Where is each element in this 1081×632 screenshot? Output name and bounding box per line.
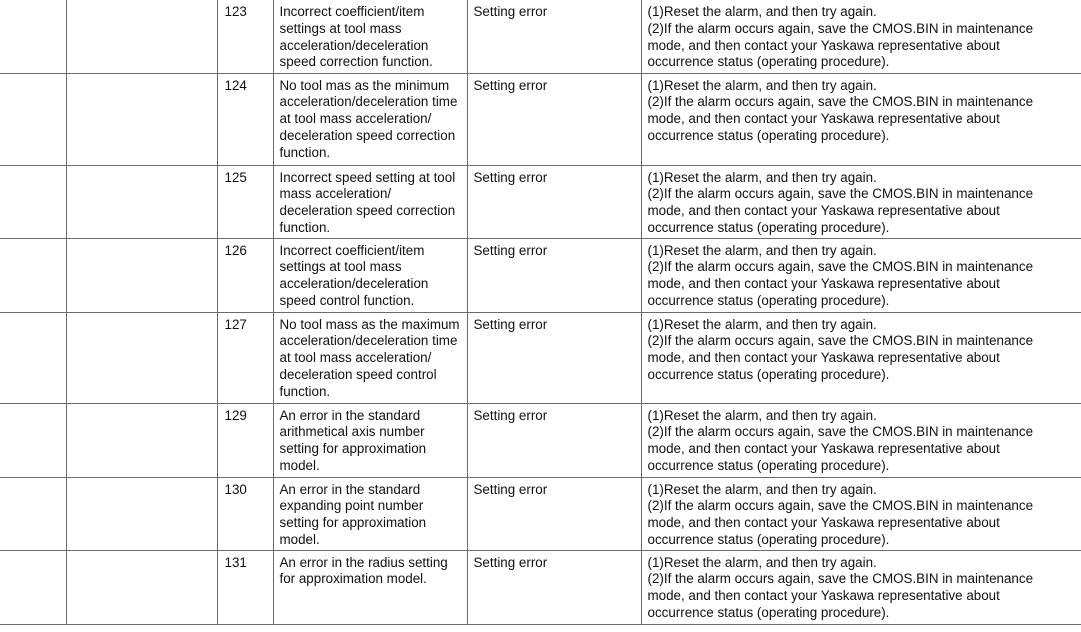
remedy-line: (2)If the alarm occurs again, save the CMOS.BIN in maintenance	[647, 498, 1034, 514]
blank-cell	[0, 73, 66, 165]
alarm-row	[0, 0, 1081, 73]
remedy-line: (1)Reset the alarm, and then try again.	[647, 554, 877, 570]
blank-cell	[66, 0, 217, 73]
alarm-description-cell: An error in the standard expanding point number setting for approximation model.	[273, 477, 467, 550]
alarm-row	[0, 403, 1081, 477]
remedy-line: occurrence status (operating procedure).	[647, 457, 890, 473]
alarm-description-cell: Incorrect speed setting at tool mass acceleration/ deceleration speed correction function.	[273, 165, 467, 238]
blank-cell	[66, 550, 217, 624]
alarm-row	[0, 165, 1081, 238]
alarm-code-cell: 131	[217, 550, 273, 624]
remedy-line: occurrence status (operating procedure).	[647, 604, 890, 620]
alarm-type-cell: Setting error	[467, 73, 641, 165]
blank-cell	[0, 477, 66, 550]
alarm-row	[0, 312, 1081, 403]
remedy-line: (2)If the alarm occurs again, save the CMOS.BIN in maintenance	[647, 94, 1034, 110]
alarm-code-cell: 124	[217, 73, 273, 165]
alarm-type-cell: Setting error	[467, 403, 641, 477]
remedy-line: occurrence status (operating procedure).	[647, 54, 890, 70]
remedy-line: mode, and then contact your Yaskawa representative about	[647, 441, 1000, 457]
alarm-description-cell: No tool mass as the maximum acceleration/deceleration time at tool mass acceleration/ deceleration speed control function.	[273, 312, 467, 403]
remedy-line: (2)If the alarm occurs again, save the CMOS.BIN in maintenance	[647, 259, 1034, 275]
blank-cell	[66, 238, 217, 312]
remedy-line: mode, and then contact your Yaskawa representative about	[647, 37, 1000, 53]
remedy-line: (2)If the alarm occurs again, save the CMOS.BIN in maintenance	[647, 20, 1034, 36]
alarm-description-cell: Incorrect coefficient/item settings at tool mass acceleration/deceleration speed control function.	[273, 238, 467, 312]
alarm-type-cell: Setting error	[467, 312, 641, 403]
blank-cell	[66, 312, 217, 403]
remedy-line: occurrence status (operating procedure).	[647, 127, 890, 143]
remedy-line: occurrence status (operating procedure).	[647, 366, 890, 382]
remedy-line: (1)Reset the alarm, and then try again.	[647, 316, 877, 332]
alarm-remedy-cell	[641, 550, 1081, 624]
alarm-type-cell: Setting error	[467, 477, 641, 550]
remedy-line: (1)Reset the alarm, and then try again.	[647, 4, 877, 19]
alarm-description-cell: Incorrect coefficient/item settings at tool mass acceleration/deceleration speed correction function.	[273, 0, 467, 73]
remedy-line: (2)If the alarm occurs again, save the CMOS.BIN in maintenance	[647, 186, 1034, 202]
alarm-remedy-cell	[641, 403, 1081, 477]
alarm-description-cell: An error in the standard arithmetical axis number setting for approximation model.	[273, 403, 467, 477]
alarm-type-cell: Setting error	[467, 165, 641, 238]
remedy-line: (2)If the alarm occurs again, save the CMOS.BIN in maintenance	[647, 333, 1034, 349]
remedy-line: (1)Reset the alarm, and then try again.	[647, 407, 877, 423]
alarm-code-cell: 123	[217, 0, 273, 73]
remedy-line: (1)Reset the alarm, and then try again.	[647, 77, 877, 93]
blank-cell	[66, 477, 217, 550]
alarm-row	[0, 73, 1081, 165]
remedy-line: mode, and then contact your Yaskawa representative about	[647, 203, 1000, 219]
alarm-remedy-cell	[641, 238, 1081, 312]
alarm-code-cell: 129	[217, 403, 273, 477]
remedy-line: (1)Reset the alarm, and then try again.	[647, 169, 877, 185]
blank-cell	[66, 73, 217, 165]
alarm-row	[0, 550, 1081, 624]
remedy-line: (2)If the alarm occurs again, save the CMOS.BIN in maintenance	[647, 424, 1034, 440]
blank-cell	[66, 403, 217, 477]
alarm-description-cell: An error in the radius setting for approximation model.	[273, 550, 467, 624]
alarm-description-cell: No tool mas as the minimum acceleration/deceleration time at tool mass acceleration/ deceleration speed correction function.	[273, 73, 467, 165]
alarm-remedy-cell	[641, 312, 1081, 403]
remedy-line: occurrence status (operating procedure).	[647, 219, 890, 235]
alarm-remedy-cell	[641, 0, 1081, 73]
alarm-remedy-cell	[641, 165, 1081, 238]
alarm-remedy-cell	[641, 73, 1081, 165]
blank-cell	[66, 165, 217, 238]
remedy-line: mode, and then contact your Yaskawa representative about	[647, 588, 1000, 604]
alarm-row	[0, 238, 1081, 312]
remedy-line: (1)Reset the alarm, and then try again.	[647, 481, 877, 497]
remedy-line: (2)If the alarm occurs again, save the CMOS.BIN in maintenance	[647, 571, 1034, 587]
remedy-line: mode, and then contact your Yaskawa representative about	[647, 111, 1000, 127]
blank-cell	[0, 165, 66, 238]
alarm-type-cell: Setting error	[467, 238, 641, 312]
remedy-line: occurrence status (operating procedure).	[647, 292, 890, 308]
alarm-row	[0, 477, 1081, 550]
remedy-line: mode, and then contact your Yaskawa representative about	[647, 276, 1000, 292]
alarm-code-cell: 130	[217, 477, 273, 550]
remedy-line: mode, and then contact your Yaskawa representative about	[647, 350, 1000, 366]
alarm-code-cell: 127	[217, 312, 273, 403]
alarm-code-cell: 125	[217, 165, 273, 238]
blank-cell	[0, 238, 66, 312]
blank-cell	[0, 550, 66, 624]
blank-cell	[0, 312, 66, 403]
blank-cell	[0, 0, 66, 73]
alarm-type-cell: Setting error	[467, 550, 641, 624]
remedy-line: occurrence status (operating procedure).	[647, 531, 890, 547]
remedy-line: (1)Reset the alarm, and then try again.	[647, 242, 877, 258]
alarm-remedy-cell	[641, 477, 1081, 550]
remedy-line: mode, and then contact your Yaskawa representative about	[647, 515, 1000, 531]
alarm-code-cell: 126	[217, 238, 273, 312]
alarm-type-cell: Setting error	[467, 0, 641, 73]
blank-cell	[0, 403, 66, 477]
